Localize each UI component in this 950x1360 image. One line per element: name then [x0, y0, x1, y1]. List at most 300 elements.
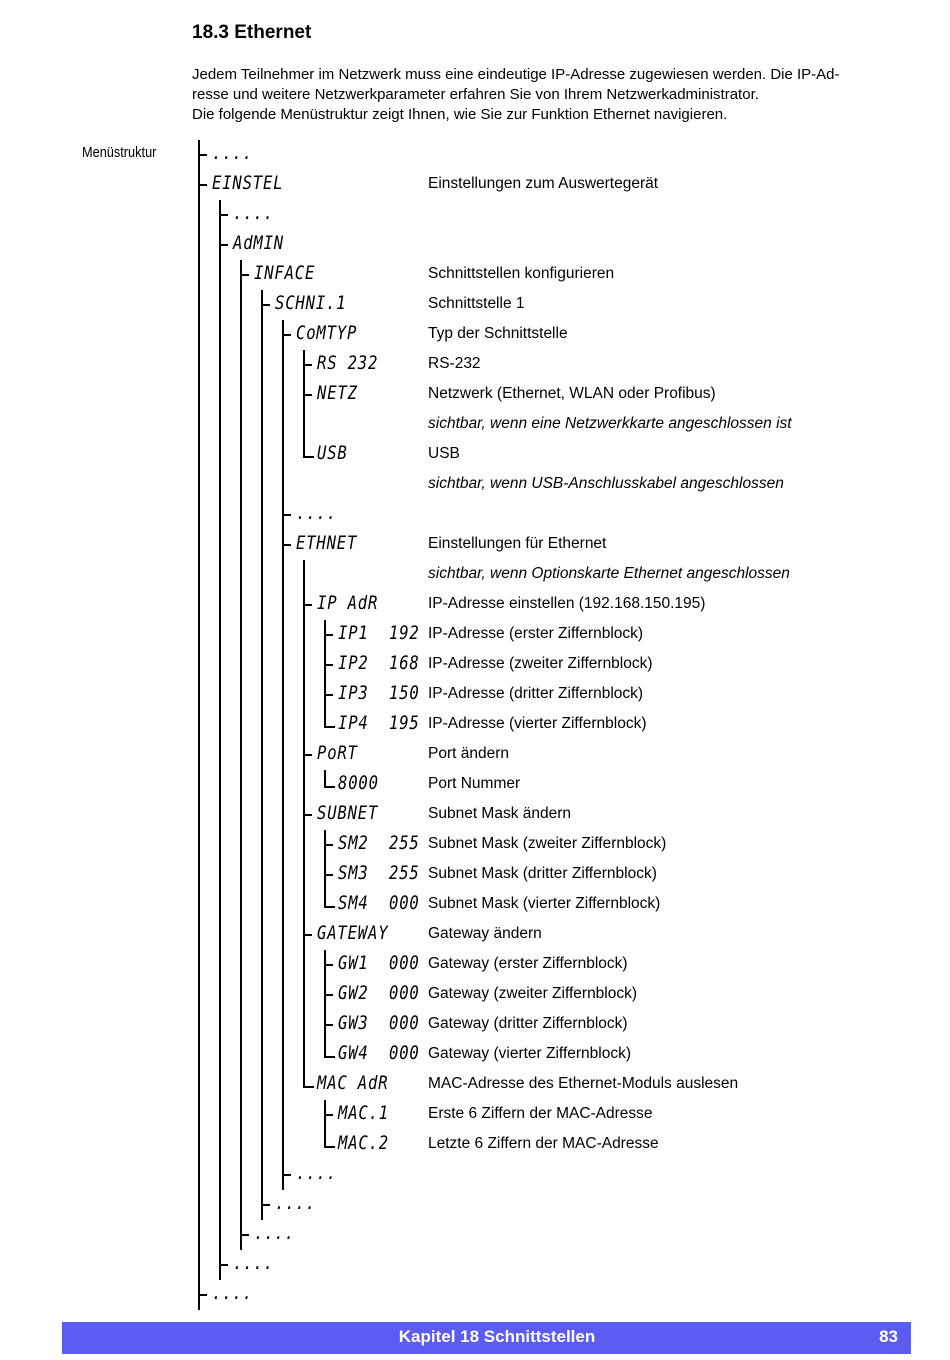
tree-guide-line	[219, 560, 221, 590]
menu-code: GATEWAY	[317, 922, 389, 944]
tree-guide-line	[261, 980, 263, 1010]
tree-branch-tick	[282, 334, 291, 336]
tree-guide-line	[219, 1040, 221, 1070]
tree-branch-tick	[219, 214, 228, 216]
intro-line: Jedem Teilnehmer im Netzwerk muss eine eindeutige IP-Adresse zugewiesen werden. Die IP-Ad-	[192, 66, 840, 83]
tree-guide-line	[282, 470, 284, 500]
tree-guide-line	[261, 380, 263, 410]
tree-branch-tick	[261, 304, 270, 306]
tree-branch-tick	[219, 1264, 228, 1266]
tree-guide-line	[282, 890, 284, 920]
tree-guide-line	[261, 1130, 263, 1160]
menu-code: IP2 168	[338, 652, 420, 674]
tree-guide-line	[240, 560, 242, 590]
tree-guide-line	[198, 1190, 200, 1220]
tree-guide-line	[198, 320, 200, 350]
tree-guide-line	[240, 1190, 242, 1220]
tree-row	[0, 1010, 950, 1040]
menu-code: INFACE	[254, 262, 316, 284]
tree-guide-line	[303, 1010, 305, 1040]
tree-guide-line	[198, 380, 200, 410]
menu-code: ....	[296, 502, 337, 524]
intro-line: Die folgende Menüstruktur zeigt Ihnen, wie Sie zur Funktion Ethernet navigieren.	[192, 106, 728, 123]
tree-guide-line	[198, 1250, 200, 1280]
menu-description: USB	[428, 445, 460, 462]
tree-guide-line	[282, 380, 284, 410]
tree-guide-line	[261, 830, 263, 860]
tree-row	[0, 770, 950, 800]
tree-guide-line	[219, 260, 221, 290]
tree-guide-line	[219, 500, 221, 530]
tree-guide-line	[198, 1070, 200, 1100]
menu-code: GW4 000	[338, 1042, 420, 1064]
tree-guide-line	[261, 710, 263, 740]
tree-guide-line	[219, 350, 221, 380]
tree-guide-line	[198, 830, 200, 860]
tree-row	[0, 1130, 950, 1160]
tree-guide-line	[198, 200, 200, 230]
tree-row	[0, 920, 950, 950]
tree-branch-tick	[219, 244, 228, 246]
tree-guide-line	[240, 1040, 242, 1070]
tree-guide-line	[240, 680, 242, 710]
tree-guide-line	[198, 410, 200, 440]
tree-branch-tick	[303, 604, 312, 606]
tree-row	[0, 860, 950, 890]
tree-guide-line	[219, 980, 221, 1010]
tree-row	[0, 410, 950, 440]
tree-guide-line	[198, 1040, 200, 1070]
menu-code: ETHNET	[296, 532, 358, 554]
tree-guide-line	[240, 1010, 242, 1040]
tree-guide-line	[198, 350, 200, 380]
tree-guide-line	[282, 800, 284, 830]
tree-row	[0, 1280, 950, 1310]
tree-branch-tick	[303, 394, 312, 396]
tree-guide-line	[219, 1010, 221, 1040]
tree-guide-line	[282, 830, 284, 860]
tree-row	[0, 1100, 950, 1130]
tree-row	[0, 590, 950, 620]
tree-row	[0, 1070, 950, 1100]
tree-guide-line	[219, 800, 221, 830]
tree-row	[0, 620, 950, 650]
tree-guide-line	[198, 500, 200, 530]
tree-guide-line	[282, 980, 284, 1010]
tree-row	[0, 560, 950, 590]
tree-guide-line	[198, 980, 200, 1010]
tree-guide-line	[219, 590, 221, 620]
tree-guide-line	[219, 950, 221, 980]
menu-code: ....	[275, 1192, 316, 1214]
menu-code: SM3 255	[338, 862, 420, 884]
menu-structure-label: Menüstruktur	[82, 144, 157, 161]
tree-guide-line	[240, 650, 242, 680]
tree-guide-line	[303, 650, 305, 680]
tree-branch-tick	[324, 1114, 333, 1116]
tree-corner	[324, 1040, 335, 1058]
tree-guide-line	[303, 560, 305, 590]
tree-guide-line	[198, 890, 200, 920]
tree-guide-line	[282, 770, 284, 800]
tree-guide-line	[282, 620, 284, 650]
tree-guide-line	[219, 380, 221, 410]
tree-guide-line	[261, 410, 263, 440]
tree-guide-line	[198, 710, 200, 740]
tree-guide-line	[240, 920, 242, 950]
tree-guide-line	[219, 470, 221, 500]
tree-guide-line	[198, 1160, 200, 1190]
tree-guide-line	[261, 620, 263, 650]
menu-description: Schnittstellen konfigurieren	[428, 265, 615, 282]
tree-guide-line	[240, 320, 242, 350]
tree-row	[0, 290, 950, 320]
tree-guide-line	[219, 1190, 221, 1220]
menu-description: Gateway (dritter Ziffernblock)	[428, 1015, 628, 1032]
tree-guide-line	[240, 530, 242, 560]
menu-code: 8000	[338, 772, 379, 794]
menu-description: Subnet Mask (vierter Ziffernblock)	[428, 895, 661, 912]
tree-guide-line	[198, 860, 200, 890]
menu-description: Einstellungen für Ethernet	[428, 535, 607, 552]
tree-guide-line	[282, 1070, 284, 1100]
tree-corner	[303, 440, 314, 458]
tree-row	[0, 350, 950, 380]
tree-guide-line	[240, 1070, 242, 1100]
tree-guide-line	[303, 860, 305, 890]
tree-guide-line	[261, 920, 263, 950]
menu-note: sichtbar, wenn Optionskarte Ethernet angeschlossen	[428, 565, 790, 582]
tree-row	[0, 1190, 950, 1220]
menu-code: ....	[212, 142, 253, 164]
tree-guide-line	[303, 950, 305, 980]
tree-guide-line	[219, 1100, 221, 1130]
tree-guide-line	[282, 710, 284, 740]
tree-branch-tick	[282, 514, 291, 516]
tree-guide-line	[261, 680, 263, 710]
tree-guide-line	[282, 590, 284, 620]
tree-guide-line	[282, 680, 284, 710]
tree-guide-line	[261, 740, 263, 770]
menu-note: sichtbar, wenn USB-Anschlusskabel angeschlossen	[428, 475, 784, 492]
tree-guide-line	[219, 1160, 221, 1190]
menu-description: IP-Adresse (erster Ziffernblock)	[428, 625, 644, 642]
intro-line: resse und weitere Netzwerkparameter erfahren Sie von Ihrem Netzwerkadministrator.	[192, 86, 759, 103]
tree-row	[0, 1220, 950, 1250]
tree-branch-tick	[324, 844, 333, 846]
tree-guide-line	[219, 860, 221, 890]
menu-code: MAC.2	[338, 1132, 390, 1154]
tree-guide-line	[219, 920, 221, 950]
tree-guide-line	[240, 710, 242, 740]
tree-guide-line	[303, 710, 305, 740]
tree-guide-line	[198, 650, 200, 680]
tree-guide-line	[261, 470, 263, 500]
tree-branch-tick	[282, 544, 291, 546]
tree-guide-line	[198, 740, 200, 770]
tree-guide-line	[198, 620, 200, 650]
tree-branch-tick	[324, 1024, 333, 1026]
tree-guide-line	[198, 770, 200, 800]
tree-corner	[324, 890, 335, 908]
tree-guide-line	[198, 590, 200, 620]
tree-guide-line	[303, 620, 305, 650]
tree-guide-line	[198, 230, 200, 260]
tree-guide-line	[219, 1070, 221, 1100]
tree-guide-line	[219, 710, 221, 740]
tree-guide-line	[198, 1100, 200, 1130]
menu-description: IP-Adresse einstellen (192.168.150.195)	[428, 595, 706, 612]
tree-guide-line	[240, 860, 242, 890]
tree-guide-line	[198, 920, 200, 950]
menu-description: Netzwerk (Ethernet, WLAN oder Profibus)	[428, 385, 716, 402]
tree-guide-line	[282, 350, 284, 380]
tree-guide-line	[240, 500, 242, 530]
tree-row	[0, 1160, 950, 1190]
tree-guide-line	[261, 560, 263, 590]
menu-description: MAC-Adresse des Ethernet-Moduls auslesen	[428, 1075, 739, 1092]
menu-code: SM2 255	[338, 832, 420, 854]
tree-guide-line	[240, 800, 242, 830]
tree-corner	[324, 770, 335, 788]
menu-code: IP3 150	[338, 682, 420, 704]
tree-row	[0, 230, 950, 260]
tree-guide-line	[240, 410, 242, 440]
tree-guide-line	[240, 770, 242, 800]
tree-row	[0, 950, 950, 980]
tree-guide-line	[261, 1100, 263, 1130]
section-heading: 18.3 Ethernet	[192, 22, 312, 43]
menu-description: Subnet Mask (dritter Ziffernblock)	[428, 865, 657, 882]
tree-guide-line	[219, 740, 221, 770]
tree-guide-line	[282, 650, 284, 680]
tree-row	[0, 650, 950, 680]
tree-guide-line	[240, 1160, 242, 1190]
tree-guide-line	[261, 650, 263, 680]
menu-code: ....	[254, 1222, 295, 1244]
tree-guide-line	[282, 1100, 284, 1130]
tree-guide-line	[219, 530, 221, 560]
tree-guide-line	[198, 260, 200, 290]
tree-row	[0, 440, 950, 470]
menu-code: GW1 000	[338, 952, 420, 974]
menu-code: SCHNI.1	[275, 292, 347, 314]
tree-guide-line	[198, 530, 200, 560]
tree-row	[0, 170, 950, 200]
tree-guide-line	[261, 950, 263, 980]
tree-guide-line	[219, 620, 221, 650]
tree-guide-line	[240, 620, 242, 650]
tree-guide-line	[282, 1010, 284, 1040]
menu-description: Gateway (erster Ziffernblock)	[428, 955, 628, 972]
tree-guide-line	[282, 1130, 284, 1160]
tree-guide-line	[198, 1010, 200, 1040]
tree-guide-line	[261, 320, 263, 350]
menu-description: RS-232	[428, 355, 481, 372]
menu-code: IP4 195	[338, 712, 420, 734]
tree-guide-line	[240, 470, 242, 500]
menu-code: GW3 000	[338, 1012, 420, 1034]
tree-row	[0, 710, 950, 740]
tree-guide-line	[219, 410, 221, 440]
tree-guide-line	[240, 740, 242, 770]
tree-row	[0, 800, 950, 830]
tree-guide-line	[240, 380, 242, 410]
tree-guide-line	[219, 440, 221, 470]
tree-row	[0, 470, 950, 500]
tree-row	[0, 320, 950, 350]
footer-page-number: 83	[879, 1327, 898, 1346]
menu-code: MAC AdR	[317, 1072, 389, 1094]
tree-guide-line	[261, 890, 263, 920]
tree-branch-tick	[198, 1294, 207, 1296]
menu-description: Erste 6 Ziffern der MAC-Adresse	[428, 1105, 653, 1122]
tree-guide-line	[219, 770, 221, 800]
menu-code: IP1 192	[338, 622, 420, 644]
tree-guide-line	[198, 680, 200, 710]
tree-branch-tick	[303, 934, 312, 936]
tree-guide-line	[219, 680, 221, 710]
tree-branch-tick	[324, 694, 333, 696]
menu-code: SUBNET	[317, 802, 379, 824]
tree-branch-tick	[324, 874, 333, 876]
tree-guide-line	[219, 830, 221, 860]
tree-branch-tick	[324, 634, 333, 636]
tree-branch-tick	[198, 154, 207, 156]
tree-branch-tick	[240, 274, 249, 276]
tree-row	[0, 830, 950, 860]
tree-row	[0, 1250, 950, 1280]
tree-guide-line	[282, 1040, 284, 1070]
tree-guide-line	[261, 590, 263, 620]
tree-guide-line	[282, 920, 284, 950]
menu-code: MAC.1	[338, 1102, 390, 1124]
page-footer	[62, 1322, 911, 1354]
menu-note: sichtbar, wenn eine Netzwerkkarte angeschlossen ist	[428, 415, 792, 432]
tree-guide-line	[282, 740, 284, 770]
tree-branch-tick	[303, 814, 312, 816]
tree-guide-line	[261, 530, 263, 560]
tree-branch-tick	[240, 1234, 249, 1236]
tree-guide-line	[303, 980, 305, 1010]
menu-code: ....	[233, 202, 274, 224]
tree-branch-tick	[324, 664, 333, 666]
tree-row	[0, 740, 950, 770]
tree-guide-line	[303, 890, 305, 920]
tree-guide-line	[219, 890, 221, 920]
menu-code: PoRT	[317, 742, 358, 764]
menu-code: ....	[212, 1282, 253, 1304]
tree-guide-line	[198, 800, 200, 830]
tree-row	[0, 980, 950, 1010]
menu-description: Port Nummer	[428, 775, 521, 792]
tree-row	[0, 140, 950, 170]
tree-guide-line	[261, 800, 263, 830]
tree-row	[0, 500, 950, 530]
menu-code: RS 232	[317, 352, 379, 374]
tree-guide-line	[240, 890, 242, 920]
tree-guide-line	[198, 290, 200, 320]
tree-branch-tick	[324, 964, 333, 966]
tree-guide-line	[261, 860, 263, 890]
tree-guide-line	[240, 350, 242, 380]
tree-guide-line	[198, 950, 200, 980]
tree-guide-line	[219, 650, 221, 680]
menu-code: IP AdR	[317, 592, 379, 614]
menu-description: Schnittstelle 1	[428, 295, 525, 312]
tree-guide-line	[198, 1130, 200, 1160]
tree-guide-line	[219, 290, 221, 320]
tree-branch-tick	[303, 364, 312, 366]
menu-description: Port ändern	[428, 745, 509, 762]
tree-guide-line	[282, 440, 284, 470]
tree-guide-line	[198, 1220, 200, 1250]
tree-guide-line	[240, 830, 242, 860]
tree-guide-line	[219, 1220, 221, 1250]
tree-guide-line	[198, 470, 200, 500]
tree-row	[0, 530, 950, 560]
footer-chapter-title: Kapitel 18 Schnittstellen	[398, 1327, 596, 1346]
tree-guide-line	[303, 830, 305, 860]
menu-description: Einstellungen zum Auswertegerät	[428, 175, 659, 192]
menu-description: Gateway (zweiter Ziffernblock)	[428, 985, 638, 1002]
menu-description: Gateway (vierter Ziffernblock)	[428, 1045, 631, 1062]
menu-code: ....	[296, 1162, 337, 1184]
tree-guide-line	[303, 410, 305, 440]
tree-guide-line	[261, 500, 263, 530]
tree-guide-line	[240, 950, 242, 980]
tree-branch-tick	[198, 184, 207, 186]
menu-code: USB	[317, 442, 348, 464]
tree-guide-line	[240, 440, 242, 470]
tree-guide-line	[261, 1070, 263, 1100]
tree-guide-line	[261, 350, 263, 380]
tree-guide-line	[240, 980, 242, 1010]
menu-description: Gateway ändern	[428, 925, 542, 942]
tree-row	[0, 1040, 950, 1070]
intro-paragraph	[192, 65, 912, 125]
tree-row	[0, 200, 950, 230]
tree-guide-line	[303, 1040, 305, 1070]
tree-guide-line	[261, 440, 263, 470]
tree-guide-line	[261, 1160, 263, 1190]
menu-description: Typ der Schnittstelle	[428, 325, 568, 342]
tree-branch-tick	[303, 754, 312, 756]
tree-guide-line	[282, 560, 284, 590]
menu-code: AdMIN	[233, 232, 285, 254]
tree-guide-line	[240, 1130, 242, 1160]
tree-guide-line	[261, 1040, 263, 1070]
tree-branch-tick	[261, 1204, 270, 1206]
menu-description: Letzte 6 Ziffern der MAC-Adresse	[428, 1135, 659, 1152]
menu-description: IP-Adresse (zweiter Ziffernblock)	[428, 655, 653, 672]
menu-code: CoMTYP	[296, 322, 358, 344]
menu-code: SM4 000	[338, 892, 420, 914]
tree-guide-line	[282, 950, 284, 980]
tree-guide-line	[303, 680, 305, 710]
tree-guide-line	[282, 410, 284, 440]
menu-description: IP-Adresse (dritter Ziffernblock)	[428, 685, 644, 702]
tree-guide-line	[261, 770, 263, 800]
menu-description: Subnet Mask (zweiter Ziffernblock)	[428, 835, 667, 852]
tree-guide-line	[282, 860, 284, 890]
tree-row	[0, 680, 950, 710]
menu-code: ....	[233, 1252, 274, 1274]
tree-guide-line	[219, 320, 221, 350]
tree-guide-line	[198, 440, 200, 470]
tree-row	[0, 260, 950, 290]
tree-guide-line	[261, 1010, 263, 1040]
